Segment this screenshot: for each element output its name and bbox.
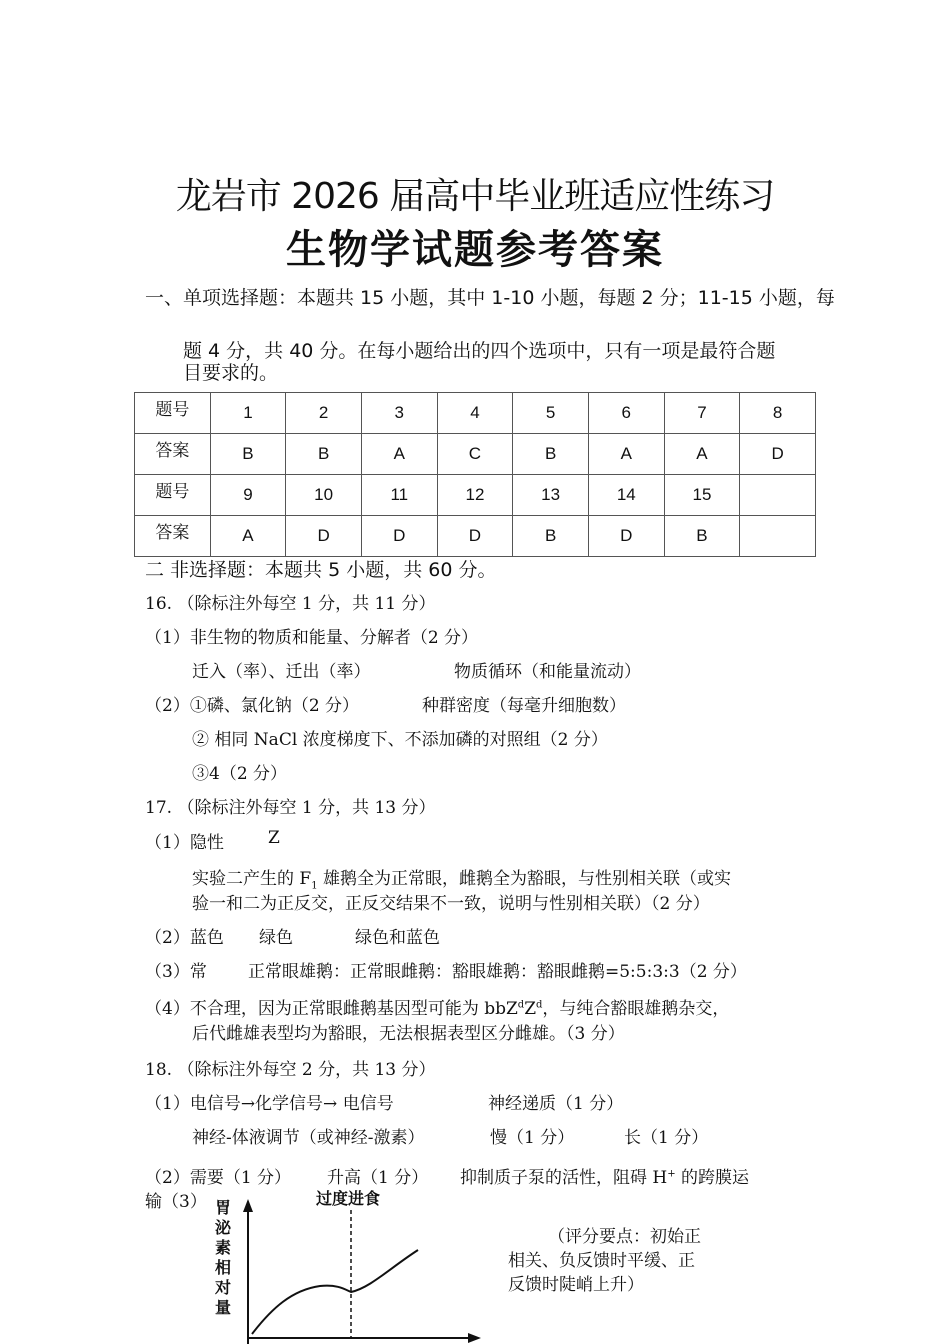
title-line2: 生物学试题参考答案: [286, 227, 664, 273]
scoring-note: （评分要点：初始正: [548, 1227, 701, 1247]
table-cell: [740, 475, 816, 516]
table-head-answer: 答案: [135, 434, 211, 475]
q17-line: （3）常: [145, 962, 207, 982]
table-row: [135, 393, 816, 434]
table-cell: 9: [210, 475, 286, 516]
q16-line: 物质循环（和能量流动）: [454, 662, 641, 682]
table-cell: 12: [437, 475, 513, 516]
gastrin-curve: [252, 1250, 418, 1334]
x-axis-arrow-icon: [468, 1333, 481, 1343]
table-cell: 13: [513, 475, 589, 516]
q18-line: （1）电信号→化学信号→ 电信号: [145, 1094, 394, 1114]
q16-line: ② 相同 NaCl 浓度梯度下、不添加磷的对照组（2 分）: [192, 730, 608, 750]
ylabel-char: 素: [215, 1238, 232, 1257]
table-cell: A: [361, 434, 437, 475]
q16-line: ③4（2 分）: [192, 764, 288, 784]
q18-line: 抑制质子泵的活性，阻碍 H+ 的跨膜运: [460, 1168, 750, 1188]
q17-line: 绿色: [259, 928, 293, 948]
table-head-number: 题号: [135, 393, 211, 434]
ylabel-char: 量: [215, 1298, 232, 1317]
q17-line: Z: [268, 828, 280, 848]
table-cell: 6: [588, 393, 664, 434]
title-line1: 龙岩市 2026 届高中毕业班适应性练习: [175, 176, 775, 217]
table-cell: 4: [437, 393, 513, 434]
q16-line: （1）非生物的物质和能量、分解者（2 分）: [145, 628, 479, 648]
table-cell: 5: [513, 393, 589, 434]
table-cell: C: [437, 434, 513, 475]
table-cell: 15: [664, 475, 740, 516]
table-cell: B: [664, 516, 740, 557]
table-cell: D: [740, 434, 816, 475]
table-head-number: 题号: [135, 475, 211, 516]
table-cell: 7: [664, 393, 740, 434]
q16-heading: 16. （除标注外每空 1 分，共 11 分）: [145, 594, 436, 614]
y-axis-arrow-icon: [243, 1199, 253, 1212]
q18-line: （2）需要（1 分）: [145, 1168, 292, 1188]
q18-line: 慢（1 分）: [490, 1128, 575, 1148]
table-cell: 2: [286, 393, 362, 434]
q17-line: 实验二产生的 $F_1$ 雄鹅全为正常眼，雌鹅全为豁眼，与性别相关联（或实: [192, 869, 731, 892]
table-cell: 3: [361, 393, 437, 434]
q17-line: （2）蓝色: [145, 928, 224, 948]
table-cell: 10: [286, 475, 362, 516]
q17-line: 后代雌雄表型均为豁眼，无法根据表型区分雌雄。（3 分）: [192, 1024, 625, 1044]
section2-heading: 二 非选择题：本题共 5 小题，共 60 分。: [145, 559, 497, 581]
table-cell: D: [437, 516, 513, 557]
table-cell: D: [588, 516, 664, 557]
ylabel-char: 相: [215, 1258, 232, 1277]
table-row: [135, 516, 816, 557]
table-cell: B: [513, 516, 589, 557]
q17-line: 绿色和蓝色: [355, 928, 440, 948]
section1-line2: 题 4 分，共 40 分。在每小题给出的四个选项中，只有一项是最符合题: [183, 340, 776, 362]
q18-line: 神经递质（1 分）: [488, 1094, 624, 1114]
q17-heading: 17. （除标注外每空 1 分，共 13 分）: [145, 798, 436, 818]
table-cell: 8: [740, 393, 816, 434]
q16-line: 迁入（率）、迁出（率）: [192, 662, 371, 682]
section1-line1: 一、单项选择题：本题共 15 小题，其中 1-10 小题，每题 2 分；11-15 小题，每: [145, 287, 835, 309]
table-cell: D: [286, 516, 362, 557]
table-cell: A: [588, 434, 664, 475]
table-row: [135, 434, 816, 475]
table-row: [135, 475, 816, 516]
scoring-note: 相关、负反馈时平缓、正: [508, 1251, 695, 1271]
table-cell: 14: [588, 475, 664, 516]
table-cell: B: [286, 434, 362, 475]
table-cell: A: [664, 434, 740, 475]
section1-line3: 目要求的。: [183, 362, 279, 384]
ylabel-char: 泌: [215, 1218, 232, 1237]
table-cell: B: [210, 434, 286, 475]
table-cell: [740, 516, 816, 557]
table-cell: A: [210, 516, 286, 557]
table-cell: 1: [210, 393, 286, 434]
q17-line: （1）隐性: [145, 833, 224, 853]
q17-line: 正常眼雄鹅：正常眼雌鹅：豁眼雄鹅：豁眼雌鹅=5:5:3:3（2 分）: [248, 962, 747, 982]
q18-line: 输（3）: [145, 1192, 207, 1212]
answer-table: [134, 392, 816, 557]
table-cell: 11: [361, 475, 437, 516]
q17-line: 验一和二为正反交，正反交结果不一致，说明与性别相关联）（2 分）: [192, 894, 710, 914]
table-cell: D: [361, 516, 437, 557]
q18-heading: 18. （除标注外每空 2 分，共 13 分）: [145, 1060, 436, 1080]
ylabel-char: 胃: [215, 1198, 232, 1217]
q16-line: （2）①磷、氯化钠（2 分）: [145, 696, 360, 716]
figure-marker-label: 过度进食: [316, 1189, 381, 1208]
q18-line: 长（1 分）: [624, 1128, 709, 1148]
q16-line: 种群密度（每毫升细胞数）: [422, 696, 626, 716]
table-head-answer: 答案: [135, 516, 211, 557]
q18-line: 神经-体液调节（或神经-激素）: [192, 1128, 425, 1148]
scoring-note: 反馈时陡峭上升）: [508, 1275, 644, 1295]
q17-line: （4）不合理，因为正常眼雌鹅基因型可能为 $bbZ^dZ^d$，与纯合豁眼雄鹅杂交，: [145, 999, 730, 1019]
q18-line: 升高（1 分）: [327, 1168, 429, 1188]
figure-ylabel: [215, 1198, 235, 1318]
ylabel-char: 对: [215, 1278, 232, 1297]
table-cell: B: [513, 434, 589, 475]
